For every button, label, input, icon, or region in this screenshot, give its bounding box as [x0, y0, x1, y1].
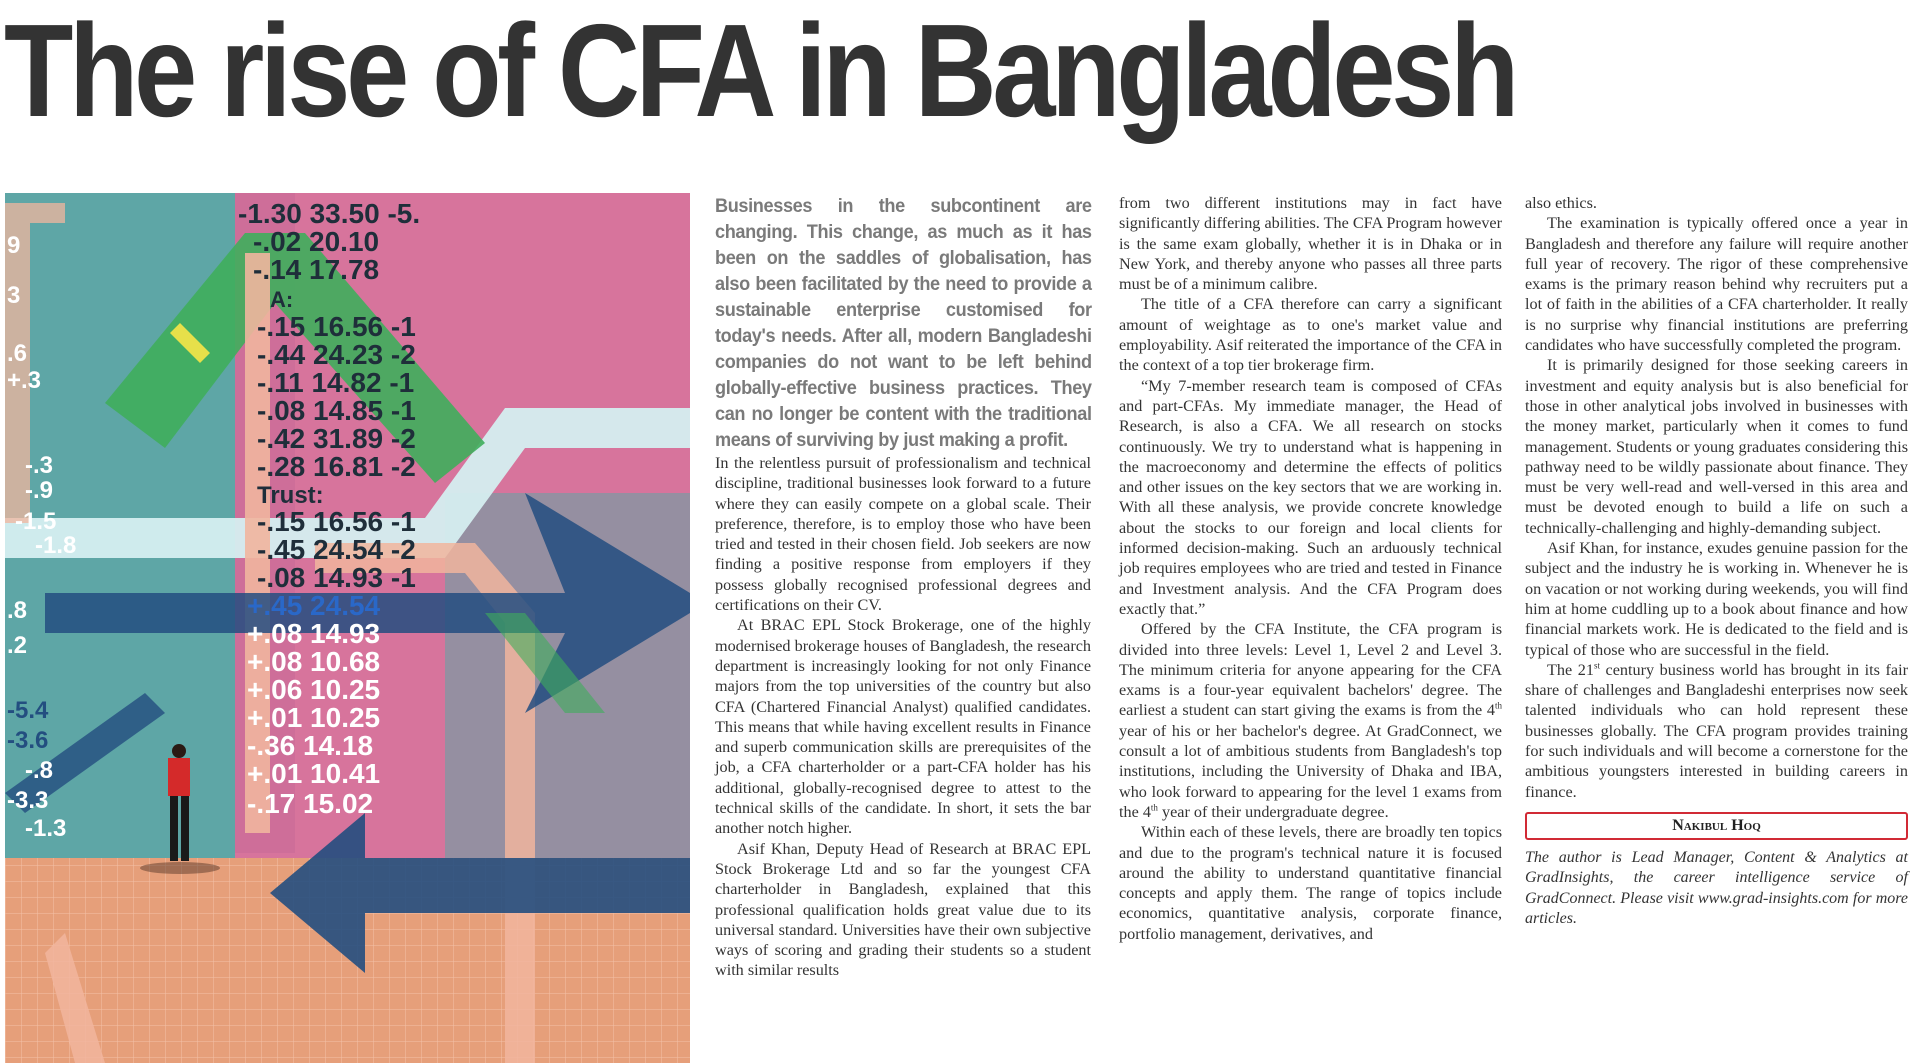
ticker-row: -.42 31.89 -2: [257, 423, 416, 454]
paragraph: The examination is typically offered once a year in Bangladesh and therefore any failure will require another full year of recovery. The rigor of these comprehensive exams is the primary reason behind why recruiters put a lot of faith in the abilities of a CFA charterholder. It really is no surprise why financial institutions are preferring candidates who have successfully completed the program.: [1525, 214, 1908, 355]
left-number: .2: [7, 632, 28, 659]
stock-market-illustration: [5, 193, 690, 1063]
left-number: -.3: [25, 452, 54, 479]
paragraph: It is primarily designed for those seeking careers in investment and equity analysis but is also beneficial for those in other analytical jobs involved in businesses with the money market, particularly when it comes to fund management. Students or young graduates considering this pathway need to be wildly passionate about finance. They must be very well-read and well-versed in this area and must be devoted enough to build a life on such a technically-challenging and highly-demanding subject.: [1525, 356, 1908, 537]
ticker-row: -.17 15.02: [247, 788, 374, 819]
paragraph: At BRAC EPL Stock Brokerage, one of the highly modernised brokerage houses of Bangladesh, the research department is increasingly looking for not only Finance majors from the top universities of the country but also CFA (Chartered Financial Analyst) qualified candidates. This means that while having excellent results in Finance and superb communication skills are prerequisites of the job, a CFA charterholder or a part-CFA holder has his additional, globally-recognised degree to attest to the technical skills of the candidate. In short, it sets the bar another notch higher.: [715, 616, 1091, 838]
ticker-row: -.14 17.78: [253, 254, 380, 285]
ticker-row: -.02 20.10: [253, 226, 380, 257]
article-column-3: [1525, 193, 1908, 929]
ticker-row: -.08 14.85 -1: [257, 395, 416, 426]
ticker-row: +.01 10.25: [247, 702, 381, 733]
ticker-row: Trust:: [257, 482, 324, 509]
left-number: .8: [7, 597, 28, 624]
paragraph: The title of a CFA therefore can carry a significant amount of weightage as to one's market value and employability. Asif reiterated the importance of the CFA in the context of a top tier brokerage firm.: [1119, 295, 1502, 375]
ticker-row: +.45 24.54: [247, 590, 381, 621]
paragraph: The 21st century business world has brought in its fair share of challenges and Bangladeshi enterprises now seek talented individuals who can hold represent these businesses globally. The CFA program provides training for such individuals and will become a cornerstone for the ambitious youngsters interested in building careers in finance.: [1525, 660, 1909, 801]
paragraph: Asif Khan, for instance, exudes genuine passion for the subject and the industry he is working in. Whenever he is on vacation or not working during weekends, you will find him at home cuddling up to a book about finance and how financial markets work. He is dedicated to the field and is typical of those who are successful in the field.: [1525, 539, 1908, 659]
paragraph: In the relentless pursuit of professionalism and technical discipline, traditional businesses look forward to a future where they can easily compete on a global scale. Their preference, therefore, is to employ those who have been tried and tested in their chosen field. Job seekers are now finding a positive response from employers if they possess globally recognised professional degrees and certifications on their CV.: [715, 454, 1091, 615]
left-number: +.3: [7, 367, 42, 394]
ticker-row: +.08 14.93: [247, 618, 381, 649]
left-number: -1.8: [35, 532, 77, 559]
ticker-row: -1.30 33.50 -5.: [238, 198, 421, 229]
left-number: -.8: [25, 757, 54, 784]
left-number: 9: [7, 232, 21, 259]
ticker-row: -.45 24.54 -2: [257, 534, 416, 565]
paragraph: Asif Khan, Deputy Head of Research at BRAC EPL Stock Brokerage Ltd and so far the youngest CFA charterholder in Bangladesh, explained that this professional qualification holds great value due to its universal standard. Universities have their own subjective ways of scoring and grading their students so a student with similar results: [715, 839, 1091, 980]
ticker-row: A:: [270, 287, 294, 312]
ticker-row: -.36 14.18: [247, 730, 374, 761]
author-byline: Nakibul Hoq: [1525, 812, 1908, 840]
left-number: .6: [7, 340, 28, 367]
paragraph: from two different institutions may in fact have significantly differing abilities. The CFA Program however is the same exam globally, whether it is in Dhaka or in New York, and thereby anyone who passes all three parts must be of a minimum calibre.: [1119, 194, 1502, 294]
left-number: -5.4: [7, 697, 49, 724]
author-note: The author is Lead Manager, Content & Analytics at GradInsights, the career intelligence service of GradConnect. Please visit www.grad-insights.com for more articles.: [1525, 848, 1908, 927]
left-number: -1.5: [15, 508, 57, 535]
ticker-row: +.06 10.25: [247, 674, 381, 705]
left-number: -1.3: [25, 815, 67, 842]
left-number: -.9: [25, 477, 54, 504]
left-number: 3: [7, 282, 21, 309]
paragraph: Within each of these levels, there are broadly ten topics and due to the program's technical nature it is focused around the ability to understand quantitative financial concepts and apply them. The range of topics include economics, quantitative analysis, corporate finance, portfolio management, derivatives, and: [1119, 823, 1502, 943]
ticker-row: -.15 16.56 -1: [257, 311, 416, 342]
paragraph: “My 7-member research team is composed of CFAs and part-CFAs. My immediate manager, the Head of Research, is also a CFA. We all research on stocks continuously. We try to understand what is happening in the macroeconomy and determine the effects of politics and other issues on the key sectors that we are working in. With all these analysis, we provide concrete knowledge about the stocks to our foreign and local clients for informed decision-making. Such an arduously technical job requires employees who are tried and tested in Finance and Investment analysis. And the CFA Program does exactly that.”: [1119, 376, 1502, 618]
article-column-2: [1119, 193, 1502, 944]
left-number: -3.6: [7, 727, 49, 754]
ticker-row: -.15 16.56 -1: [257, 506, 416, 537]
paragraph: also ethics.: [1525, 194, 1597, 212]
standfirst: Businesses in the subcontinent are changing. This change, as much as it has been on the saddles of globalisation, has also been facilitated by the need to provide a sustainable enterprise customised for today's needs. After all, modern Bangladeshi companies do not want to be left behind globally-effective business practices. They can no longer be content with the traditional means of surviving by just making a profit.: [715, 195, 1092, 451]
paragraph: Offered by the CFA Institute, the CFA program is divided into three levels: Level 1, Level 2 and Level 3. The minimum criteria for anyone appearing for the CFA exams is a four-year equivalent bachelors' degree. The earliest a student can start giving the exams is from the 4th year of his or her bachelor's degree. At GradConnect, we consult a lot of ambitious students from Bangladesh's top institutions, including the University of Dhaka and IBA, who look forward to appearing for the level 1 exams from the 4th year of their undergraduate degree.: [1119, 620, 1502, 821]
ticker-row: -.44 24.23 -2: [257, 339, 416, 370]
article-column-1: [715, 193, 1091, 981]
ticker-row: +.01 10.41: [247, 758, 381, 789]
headline: The rise of CFA in Bangladesh: [4, 0, 1516, 144]
left-number: -3.3: [7, 787, 49, 814]
ticker-row: +.08 10.68: [247, 646, 381, 677]
ticker-row: -.08 14.93 -1: [257, 562, 416, 593]
ticker-row: -.28 16.81 -2: [257, 451, 416, 482]
ticker-row: -.11 14.82 -1: [257, 367, 415, 398]
